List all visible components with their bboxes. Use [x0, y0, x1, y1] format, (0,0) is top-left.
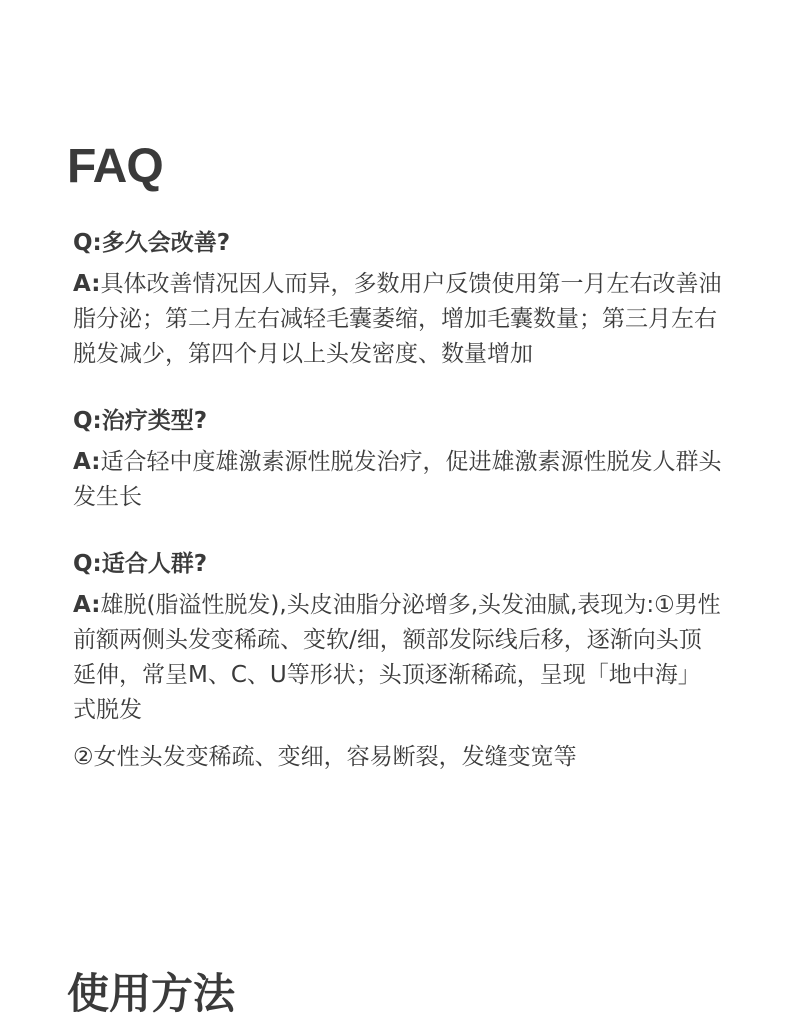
faq-list [73, 226, 723, 807]
answer-prefix: A: [73, 592, 101, 618]
faq-title: FAQ [67, 140, 163, 193]
faq-item [73, 547, 723, 775]
answer-text: 雄脱(脂溢性脱发),头皮油脂分泌增多,头发油腻,表现为:①男性前额两侧头发变稀疏、变软/细，额部发际线后移，逐渐向头顶延伸，常呈M、C、U等形状；头顶逐渐稀疏，呈现「地中海」式脱发 [73, 592, 721, 723]
faq-answer [73, 267, 723, 372]
faq-question: Q:治疗类型? [73, 408, 208, 434]
next-section-title: 使用方法 [67, 969, 236, 1018]
faq-item [73, 404, 723, 515]
faq-item [73, 226, 723, 372]
faq-question: Q:多久会改善? [73, 230, 231, 256]
answer-text: 适合轻中度雄激素源性脱发治疗，促进雄激素源性脱发人群头发生长 [73, 449, 722, 510]
faq-answer [73, 445, 723, 515]
faq-answer-extra: ②女性头发变稀疏、变细，容易断裂，发缝变宽等 [73, 744, 577, 770]
faq-question: Q:适合人群? [73, 551, 208, 577]
faq-answer [73, 588, 723, 728]
answer-prefix: A: [73, 271, 101, 297]
answer-text: 具体改善情况因人而异，多数用户反馈使用第一月左右改善油脂分泌；第二月左右减轻毛囊萎缩，增加毛囊数量；第三月左右脱发减少，第四个月以上头发密度、数量增加 [73, 271, 722, 367]
answer-prefix: A: [73, 449, 101, 475]
